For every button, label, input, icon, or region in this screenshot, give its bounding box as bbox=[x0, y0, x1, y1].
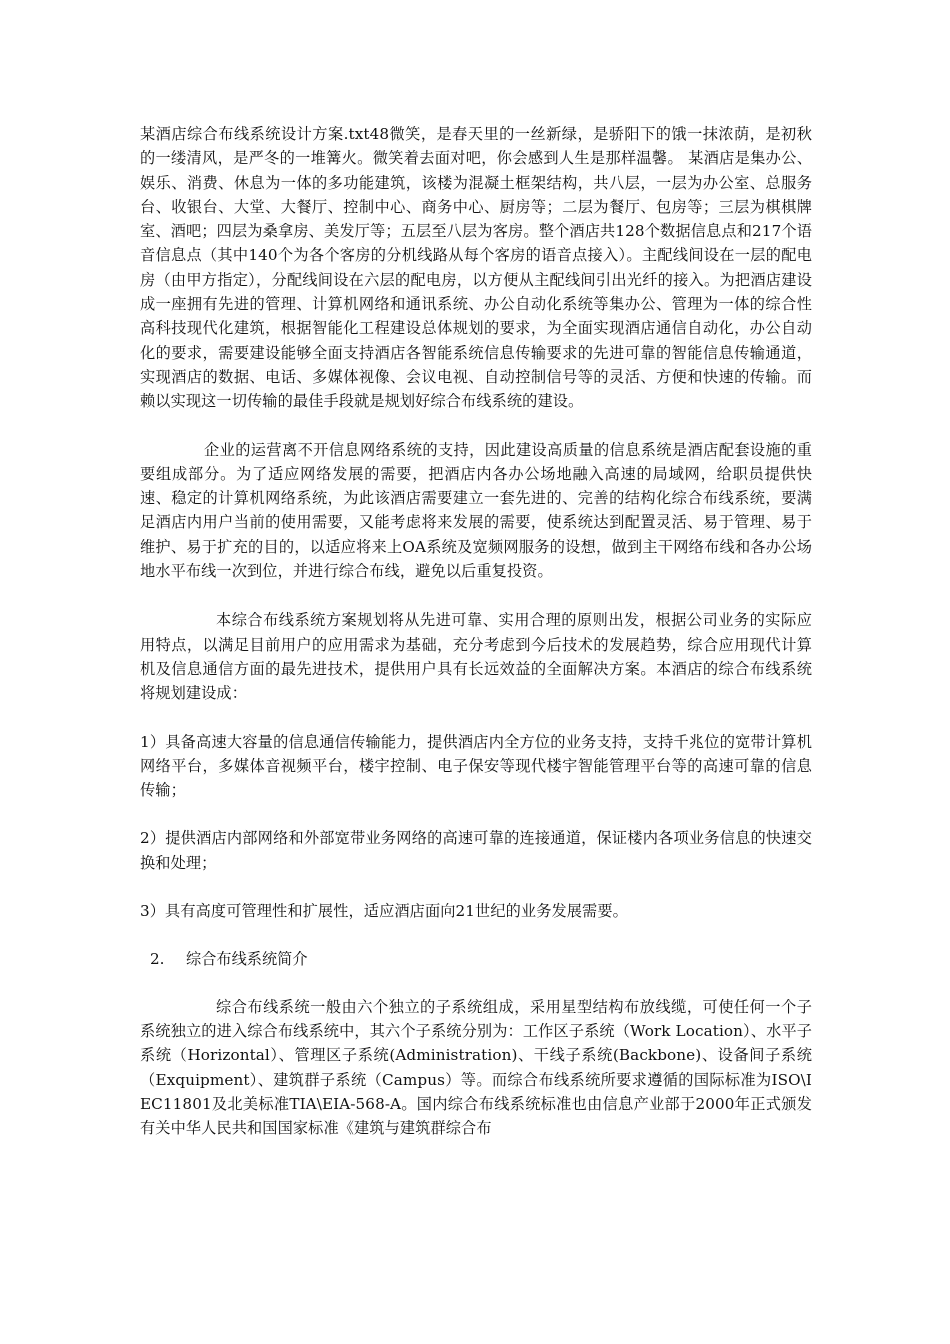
list-item-1: 1）具备高速大容量的信息通信传输能力，提供酒店内全方位的业务支持，支持千兆位的宽带计算机网络平台，多媒体音视频平台，楼宇控制、电子保安等现代楼宇智能管理平台等的高速可靠的信息传输； bbox=[140, 732, 812, 800]
list-item-2: 2）提供酒店内部网络和外部宽带业务网络的高速可靠的连接通道，保证楼内各项业务信息的快速交换和处理； bbox=[140, 829, 812, 872]
list-item-3: 3）具有高度可管理性和扩展性，适应酒店面向21世纪的业务发展需要。 bbox=[140, 902, 628, 921]
section-title: 综合布线系统简介 bbox=[186, 950, 308, 969]
plan-paragraph: 本综合布线系统方案规划将从先进可靠、实用合理的原则出发，根据公司业务的实际应用特点，以满足目前用户的应用需求为基础，充分考虑到今后技术的发展趋势，综合应用现代计算机及信息通信方面的最先进技术，提供用户具有长远效益的全面解决方案。本酒店的综合布线系统将规划建设成： bbox=[140, 611, 812, 703]
section-number: 2. bbox=[150, 950, 165, 969]
background-paragraph: 企业的运营离不开信息网络系统的支持，因此建设高质量的信息系统是酒店配套设施的重要组成部分。为了适应网络发展的需要，把酒店内各办公场地融入高速的局域网，给职员提供快速、稳定的计算机网络系统，为此该酒店需要建立一套先进的、完善的结构化综合布线系统，要满足酒店内用户当前的使用需要，又能考虑将来发展的需要，使系统达到配置灵活、易于管理、易于维护、易于扩充的目的，以适应将来上OA系统及宽频网服务的设想，做到主干网络布线和各办公场地水平布线一次到位，并进行综合布线，避免以后重复投资。 bbox=[140, 440, 812, 581]
section-paragraph: 综合布线系统一般由六个独立的子系统组成，采用星型结构布放线缆，可使任何一个子系统独立的进入综合布线系统中，其六个子系统分别为：工作区子系统（Work Location）、水平子系统（Horizontal）、管理区子系统(Administration)、干线子系统(Backbone)、设备间子系统（Exquipment）、建筑群子系统（Campus）等。而综合布线系统所要求遵循的国际标准为ISO\IEC11801及北美标准TIA\EIA-568-A。国内综合布线系统标准也由信息产业部于2000年正式颁发有关中华人民共和国国家标准《建筑与建筑群综合布 bbox=[140, 997, 812, 1138]
document-body bbox=[140, 122, 812, 1140]
section-heading bbox=[140, 947, 812, 971]
intro-paragraph: 某酒店综合布线系统设计方案.txt48微笑，是春天里的一丝新绿，是骄阳下的饿一抹浓荫，是初秋的一缕清风，是严冬的一堆篝火。微笑着去面对吧，你会感到人生是那样温馨。 某酒店是集办公、娱乐、消费、休息为一体的多功能建筑，该楼为混凝土框架结构，共八层，一层为办公室、总服务台、收银台、大堂、大餐厅、控制中心、商务中心、厨房等；二层为餐厅、包房等；三层为棋棋牌室、酒吧；四层为桑拿房、美发厅等；五层至八层为客房。整个酒店共128个数据信息点和217个语音信息点（其中140个为各个客房的分机线路从每个客房的语音点接入）。主配线间设在一层的配电房（由甲方指定），分配线间设在六层的配电房，以方便从主配线间引出光纤的接入。为把酒店建设成一座拥有先进的管理、计算机网络和通讯系统、办公自动化系统等集办公、管理为一体的综合性高科技现代化建筑，根据智能化工程建设总体规划的要求，为全面实现酒店通信自动化，办公自动化的要求，需要建设能够全面支持酒店各智能系统信息传输要求的先进可靠的智能信息传输通道，实现酒店的数据、电话、多媒体视像、会议电视、自动控制信号等的灵活、方便和快速的传输。而赖以实现这一切传输的最佳手段就是规划好综合布线系统的建设。 bbox=[140, 125, 812, 411]
